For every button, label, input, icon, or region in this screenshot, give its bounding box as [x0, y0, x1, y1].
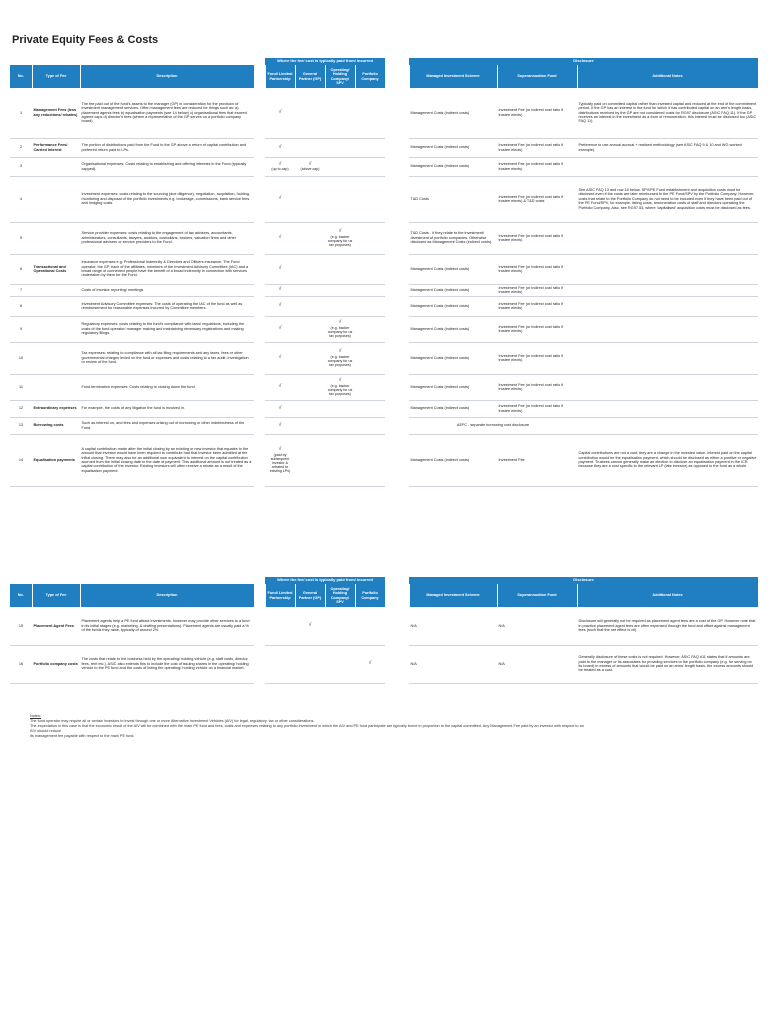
column-header-flp: Fund/ Limited Partnership	[265, 584, 295, 607]
table-row	[10, 222, 758, 254]
column-header-notes: Additional Notes	[577, 65, 758, 88]
table-row	[10, 296, 758, 316]
note-line: The expectation in this case is that the economic result of the AIV will be combined with the main PE fund and fees, costs and expenses relating to any portfolio investment in which the AIV and PE fund participate are typically borne in proportion to the capital committed. Any Management Fee paid by an investor with respect to an AIV should reduce	[30, 723, 584, 733]
table-row	[10, 374, 758, 400]
super-cell: Investment Fee (or indirect cost ratio if trustee elects) & T&D costs	[497, 176, 577, 222]
portfolio-cell	[355, 284, 385, 296]
super-cell: Investment Fee (or indirect cost ratio if trustee elects)	[497, 342, 577, 374]
description-cell: For example, the costs of any litigation the fund is involved in.	[80, 400, 254, 417]
description-cell: Placement agents help a PE fund attract investments, however may provide other services to a fund in its initial stages (e.g. marketing, & drafting presentations). Placement agents are usually paid a % of the funds they raise, typically of around 2%.	[80, 607, 254, 645]
super-cell: Investment Fee (or indirect cost ratio if trustee elects)	[497, 138, 577, 157]
portfolio-cell	[355, 296, 385, 316]
check-mark-note: (above cap)	[300, 167, 320, 172]
super-cell: N/A	[497, 607, 577, 645]
mis-cell: Management Costs (indirect costs)	[409, 284, 497, 296]
flp-cell	[265, 222, 295, 254]
no-cell: 13	[10, 417, 32, 434]
mis-cell: Management Costs (indirect costs)	[409, 316, 497, 342]
fee-type-cell	[32, 157, 80, 176]
fee-type-cell: Extraordinary expenses	[32, 400, 80, 417]
table-row	[10, 316, 758, 342]
notes-cell: Preference to use annual accrual + realised methodology (see ASIC FAQ 9 & 10 and WG worked example).	[577, 138, 758, 157]
no-cell: 1	[10, 88, 32, 138]
fee-type-cell	[32, 284, 80, 296]
check-mark: √	[278, 421, 282, 428]
mis-cell: Management Costs (indirect costs)	[409, 296, 497, 316]
check-mark-note: (e.g. backer company for us tax purposes)	[327, 234, 353, 247]
super-cell: Investment Fee (or indirect cost ratio if trustee elects)	[497, 296, 577, 316]
no-cell: 2	[10, 138, 32, 157]
gp-cell	[295, 434, 325, 486]
check-mark: √	[278, 302, 282, 309]
fee-type-cell	[32, 342, 80, 374]
super-cell: N/A	[497, 645, 577, 683]
flp-cell	[265, 374, 295, 400]
check-mark: √	[368, 660, 372, 667]
portfolio-cell	[355, 645, 385, 683]
gp-cell	[295, 296, 325, 316]
mis-cell: Management Costs (indirect costs)	[409, 157, 497, 176]
portfolio-cell	[355, 400, 385, 417]
no-cell: 7	[10, 284, 32, 296]
super-cell: Investment Fee (or indirect cost ratio if trustee elects)	[497, 157, 577, 176]
gp-cell	[295, 222, 325, 254]
description-cell: Investment expenses: costs relating to the sourcing (due diligence), negotiation, acquisition, holding, monitoring and disposal of the portfolio investments e.g. brokerage, commissions, bank service fees and hedging costs.	[80, 176, 254, 222]
column-header-spv: Operating/ Holding Company/ SPV	[325, 65, 355, 88]
description-cell: The fee paid out of the fund's assets to the manager (GP) in consideration for the provision of investment management services. Often management fees are reduced for things such as: a) placement agents fees b) equalisation payments (see 14 below) c) organisational fees that exceed agreed caps d) director's fees (where a representative of the GP serves on a portfolio company board).	[80, 88, 254, 138]
fee-type-cell	[32, 296, 80, 316]
fee-type-cell: Performance Fees/ Carried Interest	[32, 138, 80, 157]
check-mark: √	[278, 445, 282, 452]
no-cell: 14	[10, 434, 32, 486]
notes-cell	[577, 157, 758, 176]
no-cell: 15	[10, 607, 32, 645]
gp-cell	[295, 374, 325, 400]
portfolio-cell	[355, 342, 385, 374]
flp-cell	[265, 316, 295, 342]
mis-cell: Management Costs (indirect costs)	[409, 88, 497, 138]
spv-cell	[325, 417, 355, 434]
notes-cell: Generally disclosure of these costs is not required. However, ASIC FAQ #11 states that if amounts are paid to the manager or its associates for providing services to the portfolio company (e.g. for serving on its board) in excess of amounts that would be paid on an arms' length basis, the excess amounts should be treated as a cost.	[577, 645, 758, 683]
table-row	[10, 284, 758, 296]
column-header-mis: Managed Investment Scheme	[409, 584, 497, 607]
column-header-no: No.	[10, 65, 32, 88]
check-mark-note: (e.g. backer company for us tax purposes)	[327, 354, 353, 367]
portfolio-cell	[355, 138, 385, 157]
notes-cell: Typically paid on committed capital rather than invested capital and reduced at the end of the commitment period. If the GP has an interest in the fund for which it has contributed capital on an arm's length basis, distributions received by the GP are not considered costs for RG97 disclosure (ASIC FAQ 11). If the GP receives an interest in the investment as a form of remuneration, this interest must be disclosed too (ASIC FAQ 11).	[577, 88, 758, 138]
page-title: Private Equity Fees & Costs	[12, 34, 159, 46]
gp-cell	[295, 176, 325, 222]
column-header-notes: Additional Notes	[577, 584, 758, 607]
portfolio-cell	[355, 316, 385, 342]
column-header-gp: General Partner (GP)	[295, 65, 325, 88]
super-cell: Investment Fee (or indirect cost ratio if trustee elects)	[497, 400, 577, 417]
note-line: The fund operator may require all or certain investors to invest through one or more Alternative Investment Vehicles (AIV) for legal, regulatory, tax or other considerations.	[30, 718, 315, 723]
spv-cell	[325, 176, 355, 222]
column-header-gp: General Partner (GP)	[295, 584, 325, 607]
table-row	[10, 254, 758, 284]
table-row	[10, 417, 758, 434]
gp-cell	[295, 284, 325, 296]
portfolio-cell	[355, 88, 385, 138]
mis-cell: Management Costs (indirect costs)	[409, 254, 497, 284]
header-disclosure: Disclosure	[409, 58, 758, 65]
no-cell: 8	[10, 296, 32, 316]
notes-cell	[577, 284, 758, 296]
notes-cell: See ASIC FAQ 13 and row 16 below. SPV/PE Fund establishment and acquisition costs must be disclosed even if the costs are later reimbursed to the PE Fund/SPV by the Portfolio Company. However, costs that relate to the Portfolio Company do not need to be included even if they have been paid out of the PE Fund/SPV, for example, listing costs, remuneration costs of staff and directors operating the Portfolio Company. Also, see RG97.53, where 'capitalised' acquisition costs must be disclosed as fees.	[577, 176, 758, 222]
flp-cell	[265, 607, 295, 645]
super-cell: Investment Fee (or indirect cost ratio if trustee elects)	[497, 222, 577, 254]
notes-cell	[577, 296, 758, 316]
mis-cell: N/A	[409, 607, 497, 645]
notes-cell: Disclosure will generally not be required as placement agent fees are a cost of the GP. However note that in practice placement agent fees are often expensed through the fund and offset against management fees (such that the net effect is nil).	[577, 607, 758, 645]
fee-type-cell	[32, 176, 80, 222]
mis-cell: Management Costs (indirect costs)	[409, 374, 497, 400]
gp-cell	[295, 400, 325, 417]
table-row	[10, 607, 758, 645]
notes-heading: Notes:	[30, 714, 41, 718]
check-mark: √	[338, 347, 342, 354]
check-mark-note: (up to cap)	[271, 167, 289, 172]
header-paid-from: Where the fee/ cost is typically paid from/ incurred	[265, 58, 385, 65]
fee-type-cell: Placement Agent Fees	[32, 607, 80, 645]
column-header-spv: Operating/ Holding Company/ SPV	[325, 584, 355, 607]
check-mark: √	[278, 195, 282, 202]
flp-cell	[265, 434, 295, 486]
flp-cell	[265, 254, 295, 284]
mis-cell: T&D Costs - if they relate to the investment/ divestment of portfolio companies. Otherwise disclosed as Management Costs (indirect costs).	[409, 222, 497, 254]
super-cell: Investment Fee (or indirect cost ratio if trustee elects)	[497, 374, 577, 400]
description-cell: Service provider expenses: costs relating to the engagement of tax advisers, accountants, administrators, consultants, lawyers, auditors, custodians, brokers, valuation firms and other professional advisers or service providers to the Fund.	[80, 222, 254, 254]
notes-cell	[577, 342, 758, 374]
no-cell: 16	[10, 645, 32, 683]
description-cell: Costs of investor reporting/ meetings	[80, 284, 254, 296]
description-cell: Insurance expenses e.g. Professional Indemnity & Directors and Officers insurance. The Fund operator, the GP, each of the affiliates, members of the Investment Advisory Committee (IAC) and a broad range of connected people have the benefit of a broad indemnity in connection with services undertaken by them for the Fund.	[80, 254, 254, 284]
portfolio-cell	[355, 417, 385, 434]
check-mark: √	[338, 227, 342, 234]
gp-cell	[295, 88, 325, 138]
no-cell: 9	[10, 316, 32, 342]
no-cell: 10	[10, 342, 32, 374]
check-mark: √	[278, 354, 282, 361]
spv-cell	[325, 157, 355, 176]
column-header-type: Type of Fee	[32, 65, 80, 88]
note-line: its management fee payable with respect to the main PE fund.	[30, 733, 135, 738]
no-cell: 4	[10, 176, 32, 222]
portfolio-cell	[355, 254, 385, 284]
description-cell: Tax expenses: relating to compliance with all tax filing requirements and any taxes, fees or other governmental charges levied on the fund or expenses and costs relating to a tax audit, investigation or review of the fund.	[80, 342, 254, 374]
flp-cell	[265, 176, 295, 222]
check-mark: √	[308, 160, 312, 167]
column-header-portfolio: Portfolio Company	[355, 584, 385, 607]
spv-cell	[325, 400, 355, 417]
super-cell: Investment Fee (or indirect cost ratio if trustee elects)	[497, 316, 577, 342]
super-cell: Investment Fee (or indirect cost ratio if trustee elects)	[497, 254, 577, 284]
flp-cell	[265, 296, 295, 316]
check-mark: √	[278, 160, 282, 167]
check-mark: √	[278, 265, 282, 272]
header-disclosure: Disclosure	[409, 577, 758, 584]
notes-cell: Capital contributions are not a cost; they are a change in the invested value. Interest paid on the capital contribution would be the equalisation payment, which should be disclosed as either a positive or negative payment. Trustees cannot generally make an election to disclose an equalisation payment in the ICR because they are a cost specific to the relevant LP (late investor) as opposed to the fund as a whole.	[577, 434, 758, 486]
check-mark: √	[278, 143, 282, 150]
spv-cell	[325, 138, 355, 157]
column-header-portfolio: Portfolio Company	[355, 65, 385, 88]
flp-cell	[265, 138, 295, 157]
fee-type-cell	[32, 316, 80, 342]
column-header-description: Description	[80, 584, 254, 607]
column-header-type: Type of Fee	[32, 584, 80, 607]
column-header-mis: Managed Investment Scheme	[409, 65, 497, 88]
spv-cell	[325, 222, 355, 254]
description-cell: Organisational expenses: Costs relating to establishing and offering interests in the Fund (typically capped).	[80, 157, 254, 176]
no-cell: 5	[10, 222, 32, 254]
check-mark: √	[278, 234, 282, 241]
fees-costs-table	[10, 58, 759, 487]
spv-cell	[325, 254, 355, 284]
check-mark: √	[278, 286, 282, 293]
portfolio-cell	[355, 157, 385, 176]
check-mark: √	[278, 404, 282, 411]
flp-cell	[265, 417, 295, 434]
portfolio-cell	[355, 176, 385, 222]
gp-cell	[295, 316, 325, 342]
description-cell: Investment Advisory Committee expenses: The costs of operating the IAC of the fund as well as reimbursement for reasonable expenses incurred by Committee members.	[80, 296, 254, 316]
column-header-super: Superannuation Fund	[497, 584, 577, 607]
no-cell: 6	[10, 254, 32, 284]
spv-cell	[325, 316, 355, 342]
fee-type-cell: Equalisation payments	[32, 434, 80, 486]
notes-cell	[577, 417, 758, 434]
gp-cell	[295, 607, 325, 645]
table-row	[10, 434, 758, 486]
spv-cell	[325, 284, 355, 296]
check-mark-note: (paid by subsequent investor & rebated to existing LPs)	[269, 452, 291, 474]
flp-cell	[265, 645, 295, 683]
column-header-no: No.	[10, 584, 32, 607]
spv-cell	[325, 342, 355, 374]
spv-cell	[325, 607, 355, 645]
column-header-description: Description	[80, 65, 254, 88]
spv-cell	[325, 296, 355, 316]
notes-section	[30, 714, 590, 739]
table-row	[10, 138, 758, 157]
portfolio-cell	[355, 374, 385, 400]
table-row	[10, 342, 758, 374]
fee-type-cell: Portfolio company costs	[32, 645, 80, 683]
description-cell: A capital contribution made after the initial closing by an existing or new investor that equates to the amount that investor would have been required to contribute had that investor been admitted at the initial closing. There may also be an additional sum equivalent to interest on the capital contribution accrued from the initial closing date to the date of payment. This additional amount is not treated as a capital contribution of the investor. Existing investors will often receive a rebate as a result of the equalisation payment.	[80, 434, 254, 486]
no-cell: 12	[10, 400, 32, 417]
table-row	[10, 176, 758, 222]
flp-cell	[265, 157, 295, 176]
no-cell: 11	[10, 374, 32, 400]
gp-cell	[295, 417, 325, 434]
check-mark: √	[338, 376, 342, 383]
table-row	[10, 88, 758, 138]
portfolio-cell	[355, 607, 385, 645]
notes-cell	[577, 222, 758, 254]
fees-costs-table-continued	[10, 577, 759, 684]
flp-cell	[265, 400, 295, 417]
description-cell: Such as interest on, and fees and expenses arising out of borrowing or other indebtedness of the Fund.	[80, 417, 254, 434]
mis-cell: Management Costs (indirect costs)	[409, 400, 497, 417]
fee-type-cell: Borrowing costs	[32, 417, 80, 434]
flp-cell	[265, 88, 295, 138]
spv-cell	[325, 88, 355, 138]
fee-type-cell	[32, 374, 80, 400]
notes-cell	[577, 400, 758, 417]
description-cell: Regulatory expenses: costs relating to the fund's compliance with laws/ regulations, including the costs of the fund operator/ manager making and maintaining necessary registrations and making regulatory filings.	[80, 316, 254, 342]
description-cell: Fund termination expenses: Costs relating to closing down the fund.	[80, 374, 254, 400]
check-mark: √	[308, 621, 312, 628]
check-mark: √	[278, 108, 282, 115]
description-cell: The portion of distributions paid from the Fund to the GP above a return of capital contribution and preferred return paid to LPs.	[80, 138, 254, 157]
spv-cell	[325, 374, 355, 400]
check-mark: √	[338, 318, 342, 325]
mis-cell: Management Costs (indirect costs)	[409, 434, 497, 486]
description-cell: The costs that relate to the business held by the operating/ holding vehicle (e.g. staff costs, director fees, rent etc.). ASIC also extends this to include the cost of issuing shares in the operating/ holding vehicle to the PE fund and the costs of listing the operating/ holding vehicle on a financial market.	[80, 645, 254, 683]
gp-cell	[295, 342, 325, 374]
column-header-flp: Fund/ Limited Partnership	[265, 65, 295, 88]
super-cell: Investment Fee (or indirect cost ratio if trustee elects)	[497, 284, 577, 296]
flp-cell	[265, 342, 295, 374]
column-header-super: Superannuation Fund	[497, 65, 577, 88]
portfolio-cell	[355, 222, 385, 254]
mis-cell: N/A	[409, 645, 497, 683]
table-row	[10, 645, 758, 683]
fee-type-cell: Transactional and Operational Costs	[32, 254, 80, 284]
header-paid-from: Where the fee/ cost is typically paid from/ incurred	[265, 577, 385, 584]
fee-type-cell	[32, 222, 80, 254]
super-cell: Investment Fee (or indirect cost ratio if trustee elects)	[497, 88, 577, 138]
mis-cell: T&D Costs	[409, 176, 497, 222]
gp-cell	[295, 645, 325, 683]
check-mark-note: (e.g. backer company for us tax purposes)	[327, 383, 353, 396]
flp-cell	[265, 284, 295, 296]
gp-cell	[295, 138, 325, 157]
check-mark: √	[278, 325, 282, 332]
spv-cell	[325, 434, 355, 486]
portfolio-cell	[355, 434, 385, 486]
super-cell: Investment Fee	[497, 434, 577, 486]
fee-type-cell: Management Fees (less any reductions/ rebates)	[32, 88, 80, 138]
notes-cell	[577, 374, 758, 400]
no-cell: 3	[10, 157, 32, 176]
check-mark: √	[278, 383, 282, 390]
mis-cell: Management Costs (indirect costs)	[409, 342, 497, 374]
disclosure-span-cell: AEFC - separate borrowing cost disclosure	[409, 417, 577, 434]
spv-cell	[325, 645, 355, 683]
gp-cell	[295, 157, 325, 176]
notes-cell	[577, 254, 758, 284]
table-row	[10, 400, 758, 417]
notes-cell	[577, 316, 758, 342]
table-row	[10, 157, 758, 176]
mis-cell: Management Costs (indirect costs)	[409, 138, 497, 157]
check-mark-note: (e.g. backer company for us tax purposes)	[327, 325, 353, 338]
gp-cell	[295, 254, 325, 284]
notes-lines	[30, 719, 590, 739]
